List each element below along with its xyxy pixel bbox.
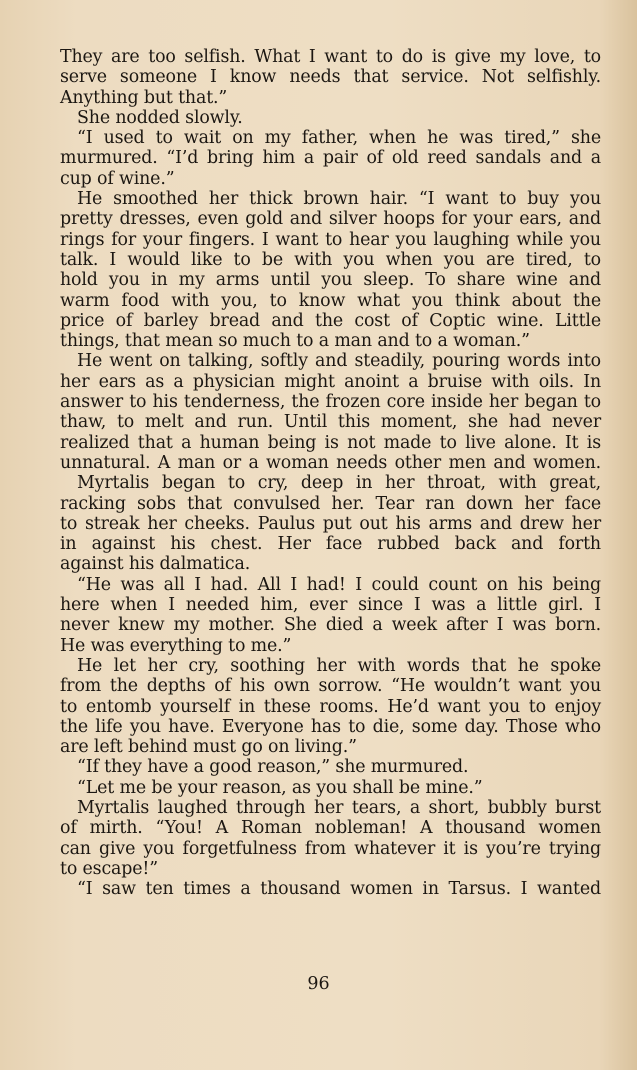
text-line: hold you in my arms until you sleep. To share wine and — [60, 270, 601, 291]
text-line: the life you have. Everyone has to die, some day. Those who — [60, 716, 601, 737]
text-line: her ears as a physician might anoint a bruise with oils. In — [60, 371, 601, 392]
text-line: serve someone I know needs that service. Not selfishly. — [60, 67, 601, 88]
text-line: “I saw ten times a thousand women in Tarsus. I wanted — [77, 879, 601, 900]
text-line: in against his chest. Her face rubbed back and forth — [60, 534, 601, 555]
text-line: “If they have a good reason,” she murmured. — [77, 757, 469, 778]
text-line: realized that a human being is not made to live alone. It is — [60, 432, 601, 453]
text-line: never knew my mother. She died a week after I was born. — [60, 615, 601, 636]
text-line: “Let me be your reason, as you shall be mine.” — [77, 777, 483, 798]
text-line: to streak her cheeks. Paulus put out his arms and drew her — [60, 513, 601, 534]
page-number: 96 — [307, 974, 330, 994]
text-line: talk. I would like to be with you when you are tired, to — [60, 249, 601, 270]
text-line: price of barley bread and the cost of Coptic wine. Little — [60, 310, 601, 331]
text-line: He was everything to me.” — [60, 635, 292, 656]
text-line: cup of wine.” — [60, 168, 175, 189]
text-line: They are too selfish. What I want to do is give my love, to — [60, 47, 601, 67]
text-line: rings for your fingers. I want to hear you laughing while you — [60, 229, 601, 250]
text-line: Myrtalis began to cry, deep in her throat, with great, — [77, 473, 601, 494]
text-line: “He was all I had. All I had! I could count on his being — [77, 574, 601, 595]
text-line: He smoothed her thick brown hair. “I want to buy you — [77, 189, 601, 210]
text-line: racking sobs that convulsed her. Tear ran down her face — [60, 493, 601, 514]
text-line: He went on talking, softly and steadily, pouring words into — [77, 351, 601, 372]
text-line: He let her cry, soothing her with words that he spoke — [77, 655, 601, 676]
text-line: to entomb yourself in these rooms. He’d want you to enjoy — [60, 696, 601, 717]
text-line: thaw, to melt and run. Until this moment, she had never — [60, 412, 601, 433]
page-body-text — [60, 47, 601, 899]
text-line: She nodded slowly. — [77, 107, 243, 128]
text-line: from the depths of his own sorrow. “He wouldn’t want you — [60, 676, 601, 697]
text-line: murmured. “I’d bring him a pair of old reed sandals and a — [60, 148, 601, 169]
text-line: are left behind must go on living.” — [60, 737, 357, 758]
text-line: Myrtalis laughed through her tears, a short, bubbly burst — [77, 797, 601, 818]
text-line: to escape!” — [60, 858, 158, 879]
text-line: answer to his tenderness, the frozen core inside her began to — [60, 392, 601, 413]
text-line: unnatural. A man or a woman needs other men and women. — [60, 452, 601, 473]
text-line: “I used to wait on my father, when he was tired,” she — [77, 128, 601, 149]
text-line: against his dalmatica. — [60, 554, 251, 575]
text-line: warm food with you, to know what you think about the — [60, 290, 601, 311]
text-line: things, that mean so much to a man and to a woman.” — [60, 331, 530, 352]
text-line: here when I needed him, ever since I was a little girl. I — [60, 595, 601, 616]
text-line: pretty dresses, even gold and silver hoops for your ears, and — [60, 209, 601, 230]
text-line: of mirth. “You! A Roman nobleman! A thousand women — [60, 818, 601, 839]
text-line: can give you forgetfulness from whatever it is you’re trying — [60, 838, 601, 859]
text-line: Anything but that.” — [60, 87, 228, 108]
